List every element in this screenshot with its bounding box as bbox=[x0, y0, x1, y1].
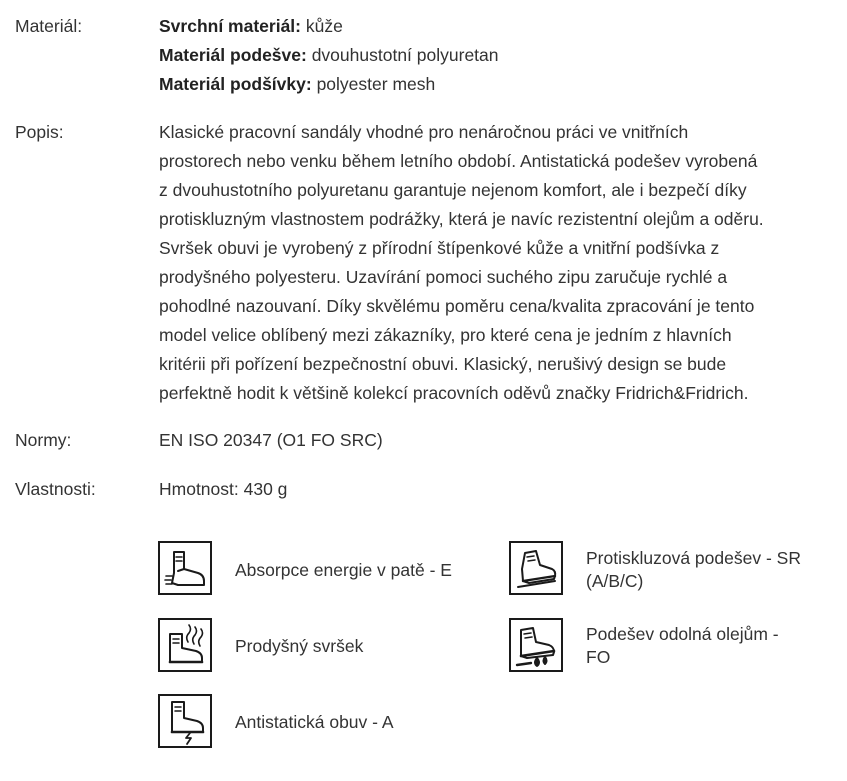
description-line: protiskluzným vlastnostem podrážky, která je navíc rezistentní olejům a oděru. bbox=[159, 209, 764, 229]
upper-material-value: kůže bbox=[305, 16, 343, 36]
description-line: Svršek obuvi je vyrobený z přírodní štípenkové kůže a vnitřní podšívka z bbox=[159, 238, 720, 258]
lining-material-value: polyester mesh bbox=[316, 74, 436, 94]
sole-material-value: dvouhustotní polyuretan bbox=[311, 45, 499, 65]
breathable-upper-icon bbox=[158, 618, 212, 672]
oil-resistant-sole-icon bbox=[509, 618, 563, 672]
description-line: prostorech nebo venku během letního období. Antistatická podešev vyrobená bbox=[159, 151, 758, 171]
weight-value: Hmotnost: 430 g bbox=[159, 479, 288, 499]
description-line: Klasické pracovní sandály vhodné pro nenáročnou práci ve vnitřních bbox=[159, 122, 689, 142]
feature-label-line: Prodyšný svršek bbox=[235, 636, 364, 656]
sole-material-label: Materiál podešve: bbox=[159, 45, 307, 65]
description-line: kritérii při pořízení bezpečnostní obuvi. Klasický, nerušivý design se bude bbox=[159, 354, 727, 374]
lining-material bbox=[159, 70, 834, 99]
heel-energy-absorption-icon bbox=[158, 541, 212, 595]
lining-material-label: Materiál podšívky: bbox=[159, 74, 312, 94]
feature-label bbox=[586, 547, 801, 593]
feature-label-line: Antistatická obuv - A bbox=[235, 712, 394, 732]
feature-label bbox=[235, 559, 452, 582]
properties-label: Vlastnosti: bbox=[15, 479, 96, 499]
feature-label bbox=[235, 711, 394, 734]
feature-label-line: Protiskluzová podešev - SR bbox=[586, 548, 801, 568]
description-line: z dvouhustotního polyuretanu garantuje nejenom komfort, ale i bezpečí díky bbox=[159, 180, 747, 200]
feature-label-line: Podešev odolná olejům - bbox=[586, 624, 779, 644]
sole-material bbox=[159, 41, 834, 70]
feature-label-line: Absorpce energie v patě - E bbox=[235, 560, 452, 580]
description-line: prodyšného polyesteru. Uzavírání pomoci suchého zipu zaručuje rychlé a bbox=[159, 267, 728, 287]
description-text bbox=[159, 118, 834, 408]
description-label: Popis: bbox=[15, 122, 64, 142]
material-label: Materiál: bbox=[15, 16, 83, 36]
feature-label-line: (A/B/C) bbox=[586, 571, 644, 591]
description-line: model velice oblíbený mezi zákazníky, pro které cena je jedním z hlavních bbox=[159, 325, 732, 345]
feature-label bbox=[235, 635, 363, 658]
antistatic-shoe-icon bbox=[158, 694, 212, 748]
norms-label: Normy: bbox=[15, 430, 72, 450]
material-values bbox=[159, 12, 834, 99]
slip-resistant-sole-icon bbox=[509, 541, 563, 595]
feature-label-line: FO bbox=[586, 647, 611, 667]
description-line: perfektně hodit k většině kolekcí pracovních oděvů značky Fridrich&Fridrich. bbox=[159, 383, 749, 403]
feature-label bbox=[586, 623, 779, 669]
upper-material bbox=[159, 12, 834, 41]
description-line: pohodlné nazouvaní. Díky skvělému poměru cena/kvalita zpracování je tento bbox=[159, 296, 755, 316]
norms-value: EN ISO 20347 (O1 FO SRC) bbox=[159, 430, 383, 450]
upper-material-label: Svrchní materiál: bbox=[159, 16, 301, 36]
